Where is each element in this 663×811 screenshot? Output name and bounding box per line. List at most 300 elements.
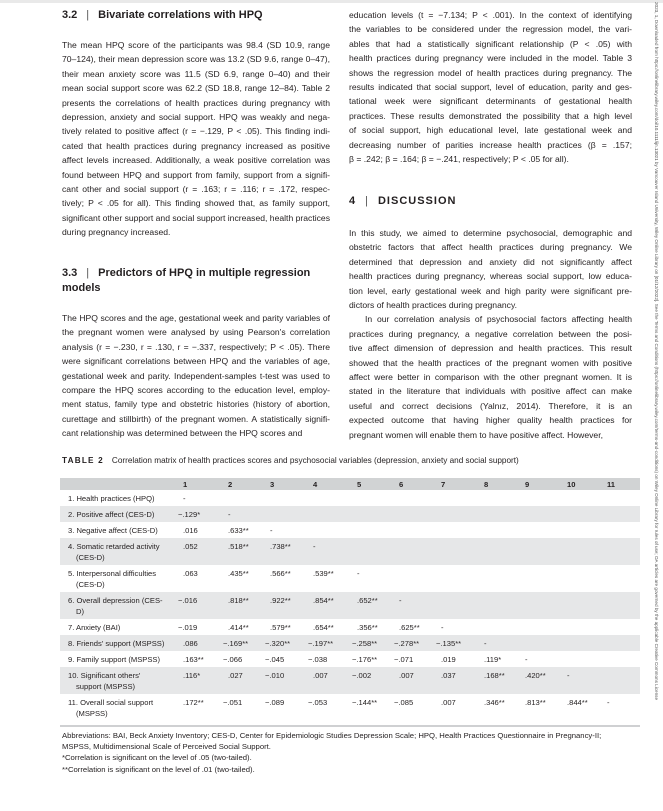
discussion-heading: 4 | DISCUSSION xyxy=(349,195,457,207)
column-header-9: 9 xyxy=(520,478,562,490)
column-header-7: 7 xyxy=(436,478,479,490)
correlation-value: .420** xyxy=(525,670,546,680)
correlation-cell xyxy=(436,651,479,667)
text-line: cated that health practices during pregnancy increased as positive xyxy=(62,140,330,151)
correlation-cell xyxy=(436,538,479,565)
correlation-cell xyxy=(394,565,436,592)
correlation-cell xyxy=(436,619,479,635)
correlation-value: −.002 xyxy=(352,670,372,680)
correlation-value: −.085 xyxy=(394,697,414,707)
correlation-cell xyxy=(265,694,308,721)
correlation-cell xyxy=(352,506,394,522)
correlation-cell xyxy=(178,667,223,694)
page-top-edge xyxy=(0,0,663,3)
correlation-cell xyxy=(479,522,520,538)
correlation-cell xyxy=(223,667,265,694)
correlation-value: .854** xyxy=(313,595,334,605)
correlation-cell xyxy=(265,635,308,651)
correlation-cell xyxy=(265,667,308,694)
text-line: the pregnant women were analysed by using Pearson's correlation xyxy=(62,327,330,338)
correlation-value: .119* xyxy=(484,654,502,664)
correlation-cell xyxy=(352,592,394,619)
row-label-line: 5. Interpersonal difficulties xyxy=(68,568,157,578)
column-header-5: 5 xyxy=(352,478,394,490)
correlation-cell xyxy=(436,667,479,694)
correlation-cell xyxy=(436,592,479,619)
correlation-cell xyxy=(602,565,640,592)
correlation-value: −.258** xyxy=(352,638,378,648)
correlation-value: −.053 xyxy=(308,697,328,707)
row-label-line: 11. Overall social support xyxy=(68,697,154,707)
correlation-value: .738** xyxy=(270,541,291,551)
correlation-value: .027 xyxy=(228,670,243,680)
correlation-cell xyxy=(178,490,223,506)
text-line: analysis (r = −.230, r = .130, r = −.337, respectively; P < .05). There xyxy=(62,341,330,352)
correlation-value: .813** xyxy=(525,697,546,707)
correlation-cell xyxy=(436,522,479,538)
text-line: health practices during pregnancy, whereas social support, low educa- xyxy=(349,271,632,282)
correlation-cell xyxy=(308,592,352,619)
download-notice-text: 2023, 1, Downloaded from https://onlinelibrary.wiley.com/doi/10.1111/ijn.13021 by Vancouver Island University, Wiley Online Library on [01/12/2022]. See the Terms and Conditions (https://onlinelibrary.wiley.com/terms-and-conditions) on Wiley Online Library for rules of use; OA articles are governed by the applicable Creative Commons License xyxy=(654,2,659,700)
table-row xyxy=(60,538,640,565)
correlation-cell xyxy=(562,667,602,694)
download-notice-sidebar xyxy=(648,2,660,810)
correlation-cell xyxy=(562,635,602,651)
correlation-cell xyxy=(562,506,602,522)
correlation-value: −.016 xyxy=(178,595,198,605)
row-label-line: D) xyxy=(76,606,85,616)
column-header-8: 8 xyxy=(479,478,520,490)
header-empty xyxy=(60,478,178,490)
correlation-cell xyxy=(394,506,436,522)
correlation-value: - xyxy=(441,622,444,632)
correlation-cell xyxy=(308,651,352,667)
correlation-cell xyxy=(308,522,352,538)
correlation-cell xyxy=(520,522,562,538)
correlation-cell xyxy=(265,592,308,619)
section-3-2-body xyxy=(62,38,330,239)
row-label xyxy=(60,694,178,721)
correlation-cell xyxy=(265,565,308,592)
correlation-cell xyxy=(308,667,352,694)
correlation-cell xyxy=(436,506,479,522)
row-label-line: (MSPSS) xyxy=(76,708,108,718)
correlation-cell xyxy=(178,592,223,619)
correlation-value: −.038 xyxy=(308,654,328,664)
correlation-cell xyxy=(394,619,436,635)
correlation-cell xyxy=(265,490,308,506)
text-line: significant other support and social support increased, health practices xyxy=(62,212,330,223)
row-label-line: 1. Health practices (HPQ) xyxy=(68,493,155,503)
text-line: practices. These results demonstrated the possibility that a high level xyxy=(349,110,632,121)
correlation-cell xyxy=(394,522,436,538)
table-footnote: **Correlation is significant on the level of .01 (two-tailed). xyxy=(62,764,255,774)
row-label xyxy=(60,667,178,694)
correlation-cell xyxy=(602,538,640,565)
correlation-cell xyxy=(223,506,265,522)
correlation-value: .052 xyxy=(183,541,198,551)
correlation-cell xyxy=(602,651,640,667)
correlation-value: −.144** xyxy=(352,697,378,707)
correlation-cell xyxy=(308,635,352,651)
text-line: ables that had a statistically significant relationship (P < .05) with xyxy=(349,38,632,49)
correlation-cell xyxy=(479,694,520,721)
column-header-6: 6 xyxy=(394,478,436,490)
correlation-value: .163** xyxy=(183,654,204,664)
correlation-cell xyxy=(178,506,223,522)
text-line: depression, anxiety and social support. HPQ was weakly and nega- xyxy=(62,111,330,122)
correlation-cell xyxy=(223,522,265,538)
row-label xyxy=(60,651,178,667)
table-row xyxy=(60,667,640,694)
text-line: The HPQ scores and the age, gestational week and parity variables of xyxy=(62,313,330,323)
correlation-value: - xyxy=(484,638,487,648)
text-line: found between HPQ and support from family, support from a signifi- xyxy=(62,169,330,180)
correlation-value: −.135** xyxy=(436,638,462,648)
row-label-line: 2. Positive affect (CES-D) xyxy=(68,509,155,519)
correlation-value: - xyxy=(525,654,528,664)
correlation-cell xyxy=(352,635,394,651)
text-line: affect levels increased. Additionally, a weak positive correlation was xyxy=(62,155,330,166)
correlation-value: −.169** xyxy=(223,638,249,648)
correlation-cell xyxy=(479,651,520,667)
row-label-line: 8. Friends' support (MSPSS) xyxy=(68,638,165,648)
correlation-cell xyxy=(308,565,352,592)
correlation-value: −.320** xyxy=(265,638,291,648)
correlation-value: −.045 xyxy=(265,654,285,664)
right-column-paragraph xyxy=(349,8,632,166)
text-line: showed that the health practices of the pregnant women with positive xyxy=(349,357,632,368)
correlation-value: .116* xyxy=(183,670,201,680)
correlation-value: .016 xyxy=(183,525,198,535)
text-line: cant other and social support (r = .163; r = .116; r = .172, respec- xyxy=(62,183,330,194)
correlation-cell xyxy=(520,694,562,721)
correlation-cell xyxy=(520,651,562,667)
text-line: decreasing number of parities increase health practices (β = .157; xyxy=(349,139,632,150)
row-label-line: 4. Somatic retarded activity xyxy=(68,541,160,551)
correlation-value: .086 xyxy=(183,638,198,648)
correlation-value: .007 xyxy=(313,670,328,680)
correlation-cell xyxy=(602,667,640,694)
correlation-cell xyxy=(394,592,436,619)
text-line: the variables to be considered under the regression model, the vari- xyxy=(349,24,632,35)
row-label-line: 3. Negative affect (CES-D) xyxy=(68,525,158,535)
correlation-value: −.010 xyxy=(265,670,285,680)
text-line: stated in the literature that individuals with positive affect can make xyxy=(349,386,632,397)
correlation-cell xyxy=(308,538,352,565)
correlation-cell xyxy=(178,635,223,651)
correlation-cell xyxy=(562,619,602,635)
correlation-value: .414** xyxy=(228,622,249,632)
text-line: obstetric factors that affect health practices during pregnancy. We xyxy=(349,242,632,253)
correlation-cell xyxy=(223,694,265,721)
correlation-cell xyxy=(394,538,436,565)
correlation-cell xyxy=(520,565,562,592)
row-label xyxy=(60,506,178,522)
table-row xyxy=(60,506,640,522)
section-3-3-heading: 3.3 | Predictors of HPQ in multiple regression models xyxy=(62,267,311,294)
correlation-value: - xyxy=(228,509,231,519)
correlation-value: .435** xyxy=(228,568,249,578)
correlation-value: - xyxy=(399,595,402,605)
correlation-cell xyxy=(520,667,562,694)
correlation-cell xyxy=(223,538,265,565)
row-label-line: 9. Family support (MSPSS) xyxy=(68,654,160,664)
correlation-cell xyxy=(436,694,479,721)
text-line: their mean anxiety score was 11.5 (SD 6.9, range 0–40) and their xyxy=(62,68,330,79)
table-row xyxy=(60,651,640,667)
correlation-cell xyxy=(178,651,223,667)
correlation-value: .579** xyxy=(270,622,291,632)
correlation-value: −.197** xyxy=(308,638,334,648)
correlation-cell xyxy=(602,635,640,651)
correlation-cell xyxy=(223,565,265,592)
correlation-value: - xyxy=(313,541,316,551)
text-line: tion level, early gestational week and high parity were significant pre- xyxy=(349,285,632,296)
correlation-cell xyxy=(520,506,562,522)
table-row xyxy=(60,490,640,506)
discussion-paragraph-1 xyxy=(349,226,632,312)
table-caption xyxy=(62,456,519,465)
text-line: useful and correct decisions (Yalnız, 2014). Therefore, it is an xyxy=(349,400,632,411)
correlation-cell xyxy=(308,694,352,721)
correlation-value: −.089 xyxy=(265,697,285,707)
table-row xyxy=(60,694,640,721)
text-line: compare the HPQ scores according to the education level, employ- xyxy=(62,384,330,395)
correlation-cell xyxy=(520,538,562,565)
column-header-4: 4 xyxy=(308,478,352,490)
correlation-value: .922** xyxy=(270,595,291,605)
correlation-cell xyxy=(223,592,265,619)
correlation-cell xyxy=(562,490,602,506)
text-line: The mean HPQ score of the participants was 98.4 (SD 10.9, range xyxy=(62,40,330,50)
text-line: β = .242; β = .164; β = −.241, respectively; P < .05 for all). xyxy=(349,153,569,164)
text-line: results indicated that social support, level of education, parity and ges- xyxy=(349,81,632,92)
section-3-3-body xyxy=(62,311,330,441)
correlation-cell xyxy=(223,635,265,651)
correlation-cell xyxy=(265,538,308,565)
correlation-value: .654** xyxy=(313,622,334,632)
text-line: expected outcome that having higher quality health practices for xyxy=(349,415,632,426)
correlation-value: .818** xyxy=(228,595,249,605)
row-label-line: (CES-D) xyxy=(76,579,105,589)
text-line: In our correlation analysis of psychosocial factors affecting health xyxy=(365,314,632,325)
correlation-cell xyxy=(602,506,640,522)
correlation-cell xyxy=(178,522,223,538)
correlation-cell xyxy=(602,490,640,506)
table-row xyxy=(60,635,640,651)
table-row xyxy=(60,522,640,538)
row-label xyxy=(60,565,178,592)
correlation-cell xyxy=(352,619,394,635)
correlation-cell xyxy=(308,490,352,506)
text-line: presents the correlations of health practices during pregnancy with xyxy=(62,97,330,108)
correlation-value: - xyxy=(607,697,610,707)
text-line: tively; P < .05 for all). This finding showed that, as family support, xyxy=(62,198,330,209)
table-footnotes xyxy=(62,730,632,775)
row-label-line: (CES-D) xyxy=(76,552,105,562)
correlation-cell xyxy=(520,619,562,635)
section-3-2-heading: 3.2 | Bivariate correlations with HPQ xyxy=(62,9,263,21)
column-header-10: 10 xyxy=(562,478,602,490)
correlation-cell xyxy=(479,667,520,694)
text-line: dictors of health practices during pregnancy. xyxy=(349,299,517,310)
text-line: determined that depression and anxiety did not significantly affect xyxy=(349,256,632,267)
table-caption-text: Correlation matrix of health practices scores and psychosocial variables (depression, anxiety and social support) xyxy=(111,456,519,465)
correlation-value: .356** xyxy=(357,622,378,632)
discussion-paragraph-2 xyxy=(349,312,632,442)
correlation-cell xyxy=(479,506,520,522)
table-footnote: *Correlation is significant on the level of .05 (two-tailed). xyxy=(62,753,252,763)
correlation-value: - xyxy=(183,493,186,503)
text-line: were significant correlations between HPQ and the variables of age, xyxy=(62,356,330,367)
row-label-line: 10. Significant others' xyxy=(68,670,141,680)
text-line: mean social support score was 62.2 (SD 18.8, range 12–84). Table 2 xyxy=(62,83,330,94)
text-line: affect were better in comparison with the other pregnant women. It is xyxy=(349,371,632,382)
correlation-cell xyxy=(352,538,394,565)
correlation-cell xyxy=(562,651,602,667)
correlation-value: .019 xyxy=(441,654,456,664)
correlation-cell xyxy=(352,565,394,592)
correlation-cell xyxy=(178,694,223,721)
correlation-cell xyxy=(352,522,394,538)
row-label xyxy=(60,522,178,538)
table-bottom-rule xyxy=(60,725,640,727)
row-label-line: 6. Overall depression (CES- xyxy=(68,595,163,605)
correlation-value: .007 xyxy=(399,670,414,680)
correlation-value: .518** xyxy=(228,541,249,551)
column-header-11: 11 xyxy=(602,478,640,490)
correlation-cell xyxy=(394,651,436,667)
correlation-cell xyxy=(479,592,520,619)
correlation-value: −.071 xyxy=(394,654,414,664)
text-line: In this study, we aimed to determine psychosocial, demographic and xyxy=(349,228,632,238)
table-row xyxy=(60,565,640,592)
correlation-cell xyxy=(562,694,602,721)
correlation-cell xyxy=(178,565,223,592)
correlation-cell xyxy=(602,522,640,538)
row-label xyxy=(60,490,178,506)
correlation-value: −.278** xyxy=(394,638,420,648)
correlation-cell xyxy=(562,592,602,619)
text-line: health practices during pregnancy were included in the model. Table 3 xyxy=(349,53,632,64)
text-line: curettage and stillbirth) of the pregnant women. A statistically signifi- xyxy=(62,413,330,424)
column-header-1: 1 xyxy=(178,478,223,490)
row-label xyxy=(60,635,178,651)
text-line: tively related to positive affect (r = −.129, P < .05). This finding indi- xyxy=(62,126,330,137)
text-line: of social support, high educational level, late gestational week and xyxy=(349,125,632,136)
correlation-value: .539** xyxy=(313,568,334,578)
correlation-cell xyxy=(602,619,640,635)
correlation-cell xyxy=(352,490,394,506)
correlation-cell xyxy=(479,538,520,565)
correlation-cell xyxy=(308,619,352,635)
correlation-value: - xyxy=(357,568,360,578)
correlation-cell xyxy=(223,651,265,667)
text-line: 70–124), their mean depression score was 13.2 (SD 9.6, range 0–47), xyxy=(62,54,330,65)
text-line: practices during pregnancy, a negative correlation between the posi- xyxy=(349,328,632,339)
text-line: pregnant women will enable them to have positive affect. However, xyxy=(349,429,603,440)
table-block xyxy=(60,478,640,775)
correlation-cell xyxy=(479,565,520,592)
correlation-cell xyxy=(352,667,394,694)
correlation-cell xyxy=(562,565,602,592)
correlation-cell xyxy=(223,490,265,506)
correlation-cell xyxy=(436,490,479,506)
correlation-cell xyxy=(352,651,394,667)
correlation-cell xyxy=(394,667,436,694)
correlation-cell xyxy=(520,490,562,506)
correlation-cell xyxy=(436,635,479,651)
correlation-cell xyxy=(520,592,562,619)
correlation-cell xyxy=(602,592,640,619)
correlation-value: .652** xyxy=(357,595,378,605)
correlation-value: −.066 xyxy=(223,654,243,664)
text-line: gestational week and parity. Independent-samples t-test was used to xyxy=(62,370,330,381)
correlation-cell xyxy=(265,619,308,635)
table-header-row xyxy=(60,478,640,490)
correlation-cell xyxy=(479,619,520,635)
correlation-cell xyxy=(178,538,223,565)
correlation-cell xyxy=(562,538,602,565)
correlation-cell xyxy=(562,522,602,538)
row-label xyxy=(60,592,178,619)
correlation-cell xyxy=(308,506,352,522)
text-line: during pregnancy increased. xyxy=(62,227,171,238)
correlation-value: .844** xyxy=(567,697,588,707)
correlation-cell xyxy=(394,694,436,721)
text-line: ment status, family type and obstetric histories (history of abortion, xyxy=(62,399,330,410)
table-label: TABLE 2 xyxy=(62,456,104,465)
correlation-cell xyxy=(602,694,640,721)
row-label xyxy=(60,619,178,635)
table-row xyxy=(60,619,640,635)
correlation-cell xyxy=(265,522,308,538)
correlation-value: .007 xyxy=(441,697,456,707)
text-line: tive affect dimension of depression and health practices. This result xyxy=(349,343,632,354)
correlation-cell xyxy=(223,619,265,635)
correlation-value: −.176** xyxy=(352,654,378,664)
correlation-value: .063 xyxy=(183,568,198,578)
row-label xyxy=(60,538,178,565)
correlation-cell xyxy=(394,490,436,506)
correlation-cell xyxy=(479,490,520,506)
correlation-cell xyxy=(520,635,562,651)
correlation-value: - xyxy=(270,525,273,535)
column-header-3: 3 xyxy=(265,478,308,490)
correlation-cell xyxy=(394,635,436,651)
correlation-cell xyxy=(479,635,520,651)
correlation-cell xyxy=(265,651,308,667)
table-footnote: Abbreviations: BAI, Beck Anxiety Inventory; CES-D, Center for Epidemiologic Studies Depression Scale; HPQ, Health Practices Questionnaire in Pregnancy-II; MSPSS, Multidimensional Scale of Perceived Social Support. xyxy=(62,731,602,752)
correlation-value: .168** xyxy=(484,670,505,680)
correlation-value: −.129* xyxy=(178,509,201,519)
correlation-cell xyxy=(352,694,394,721)
correlation-cell xyxy=(178,619,223,635)
table-row xyxy=(60,592,640,619)
text-line: cant relationship was determined between the HPQ scores and xyxy=(62,428,303,439)
correlation-value: .566** xyxy=(270,568,291,578)
correlation-value: .346** xyxy=(484,697,505,707)
correlation-value: - xyxy=(567,670,570,680)
correlation-cell xyxy=(265,506,308,522)
text-line: tational week were significant determinants of gestational health xyxy=(349,96,632,107)
column-header-2: 2 xyxy=(223,478,265,490)
text-line: shows the regression model of health practices during pregnancy. The xyxy=(349,67,632,78)
row-label-line: support (MSPSS) xyxy=(76,681,136,691)
correlation-matrix-table xyxy=(60,478,640,721)
correlation-cell xyxy=(436,565,479,592)
